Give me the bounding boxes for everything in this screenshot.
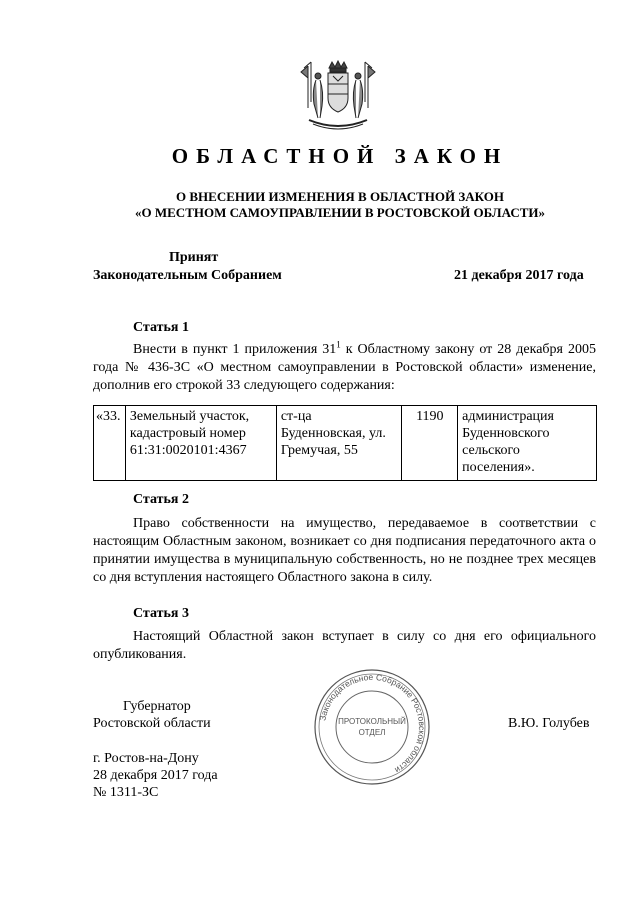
article-3-text: Настоящий Областной закон вступает в силу со дня его официального опубликования. <box>93 629 596 662</box>
amendment-table <box>93 405 597 481</box>
article-1-text <box>93 341 596 395</box>
governor-name: В.Ю. Голубев <box>508 716 590 731</box>
document-title: ОБЛАСТНОЙ ЗАКОН <box>171 144 509 168</box>
issue-details <box>93 750 218 801</box>
governor-region: Ростовской области <box>93 716 211 731</box>
object-cell: Земельный участок, кадастровый номер 61:31:0020101:4367 <box>125 406 276 481</box>
article-1-heading: Статья 1 <box>133 320 189 335</box>
article-2-heading: Статья 2 <box>133 492 189 507</box>
article-1-superscript: 1 <box>336 339 341 350</box>
holder-cell: администрация Буденновского сельского поселения». <box>458 406 597 481</box>
article-1-text-part1: Внести в пункт 1 приложения 31 <box>133 342 337 357</box>
issue-date: 28 декабря 2017 года <box>93 768 218 783</box>
row-number-cell: «33. <box>94 406 126 481</box>
table-row <box>94 406 597 481</box>
stamp-outer-text: Законодательное Собрание Ростовской области <box>317 671 428 776</box>
issue-place: г. Ростов-на-Дону <box>93 751 199 766</box>
area-cell: 1190 <box>402 406 458 481</box>
article-1-text-part2: к Областному закону от 28 декабря 2005 года № 436-ЗС «О местном самоуправлении в Ростовской области» изменение, дополнив его строкой 33 следующего содержания: <box>93 342 596 393</box>
accepted-label: Принят <box>169 250 219 265</box>
article-3-heading: Статья 3 <box>133 606 189 621</box>
document-subtitle-line-1: О ВНЕСЕНИИ ИЗМЕНЕНИЯ В ОБЛАСТНОЙ ЗАКОН <box>176 189 504 204</box>
coat-of-arms-icon <box>299 58 377 134</box>
accepted-date: 21 декабря 2017 года <box>454 268 584 283</box>
official-stamp <box>313 668 431 786</box>
law-number: № 1311-ЗС <box>93 785 159 800</box>
governor-title: Губернатор <box>123 699 191 714</box>
document-subtitle-line-2: «О МЕСТНОМ САМОУПРАВЛЕНИИ В РОСТОВСКОЙ ОБЛАСТИ» <box>135 205 545 220</box>
stamp-inner-line-2: ОТДЕЛ <box>358 728 386 737</box>
stamp-inner-line-1: ПРОТОКОЛЬНЫЙ <box>338 717 406 726</box>
address-cell: ст-ца Буденновская, ул. Гремучая, 55 <box>276 406 402 481</box>
article-2-text: Право собственности на имущество, передаваемое в соответствии с настоящим Областным законом, возникает со дня подписания передаточного акта о принятии имущества в муниципальную собственность, но не позднее трех месяцев со дня вступления настоящего Областного закона в силу. <box>93 516 596 585</box>
accepted-by: Законодательным Собранием <box>93 268 282 283</box>
